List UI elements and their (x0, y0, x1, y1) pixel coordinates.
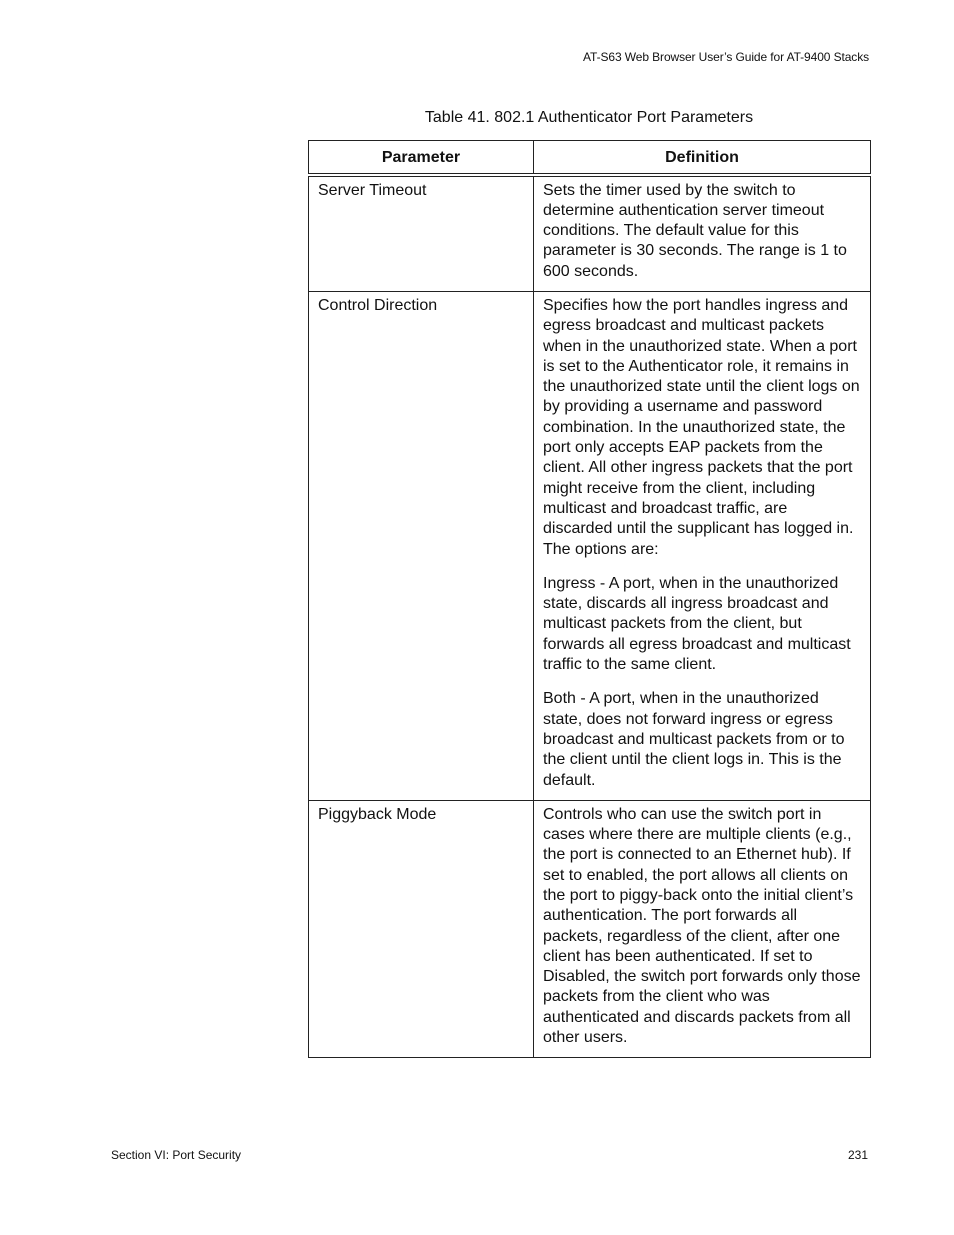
definition-cell (534, 291, 871, 800)
definition-cell (534, 175, 871, 292)
definition-paragraph: Controls who can use the switch port in cases where there are multiple clients (e.g., the port is connected to an Ethernet hub). If set to enabled, the port allows all clients on the port to piggy-back onto the initial client’s authentication. The port forwards all packets, regardless of the client, after one client has been authenticated. If set to Disabled, the switch port forwards only those packets from the client who was authenticated and discards packets from all other users. (543, 805, 861, 1047)
parameter-cell: Server Timeout (309, 175, 534, 292)
table-caption: Table 41. 802.1 Authenticator Port Parameters (424, 109, 754, 126)
table-row (309, 800, 871, 1058)
running-header: AT-S63 Web Browser User’s Guide for AT-9400 Stacks (582, 50, 869, 64)
column-header-parameter: Parameter (309, 141, 534, 175)
table-row (309, 175, 871, 292)
definition-paragraph: Ingress - A port, when in the unauthorized state, discards all ingress broadcast and multicast packets from the client, but forwards all egress broadcast and multicast traffic to the same client. (543, 574, 851, 674)
definition-cell (534, 800, 871, 1058)
parameter-cell: Control Direction (309, 291, 534, 800)
definition-paragraph: Both - A port, when in the unauthorized state, does not forward ingress or egress broadcast and multicast packets from or to the client until the client logs in. This is the default. (543, 690, 845, 789)
definition-paragraph: Specifies how the port handles ingress and egress broadcast and multicast packets when in the unauthorized state. When a port is set to the Authenticator role, it remains in the unauthorized state until the client logs on by providing a username and password combination. In the unauthorized state, the port only accepts EAP packets from the client. All other ingress packets that the port might receive from the client, including multicast and broadcast traffic, are discarded until the supplicant has logged in. The options are: (543, 296, 860, 558)
table-row (309, 291, 871, 800)
column-header-definition: Definition (534, 141, 871, 175)
table-header-row (309, 141, 871, 175)
parameters-table (308, 140, 871, 1058)
definition-paragraph: Sets the timer used by the switch to determine authentication server timeout conditions. The default value for this parameter is 30 seconds. The range is 1 to 600 seconds. (543, 181, 847, 280)
footer-section: Section VI: Port Security (111, 1148, 242, 1162)
footer-page-number: 231 (847, 1148, 868, 1162)
parameter-cell: Piggyback Mode (309, 800, 534, 1058)
